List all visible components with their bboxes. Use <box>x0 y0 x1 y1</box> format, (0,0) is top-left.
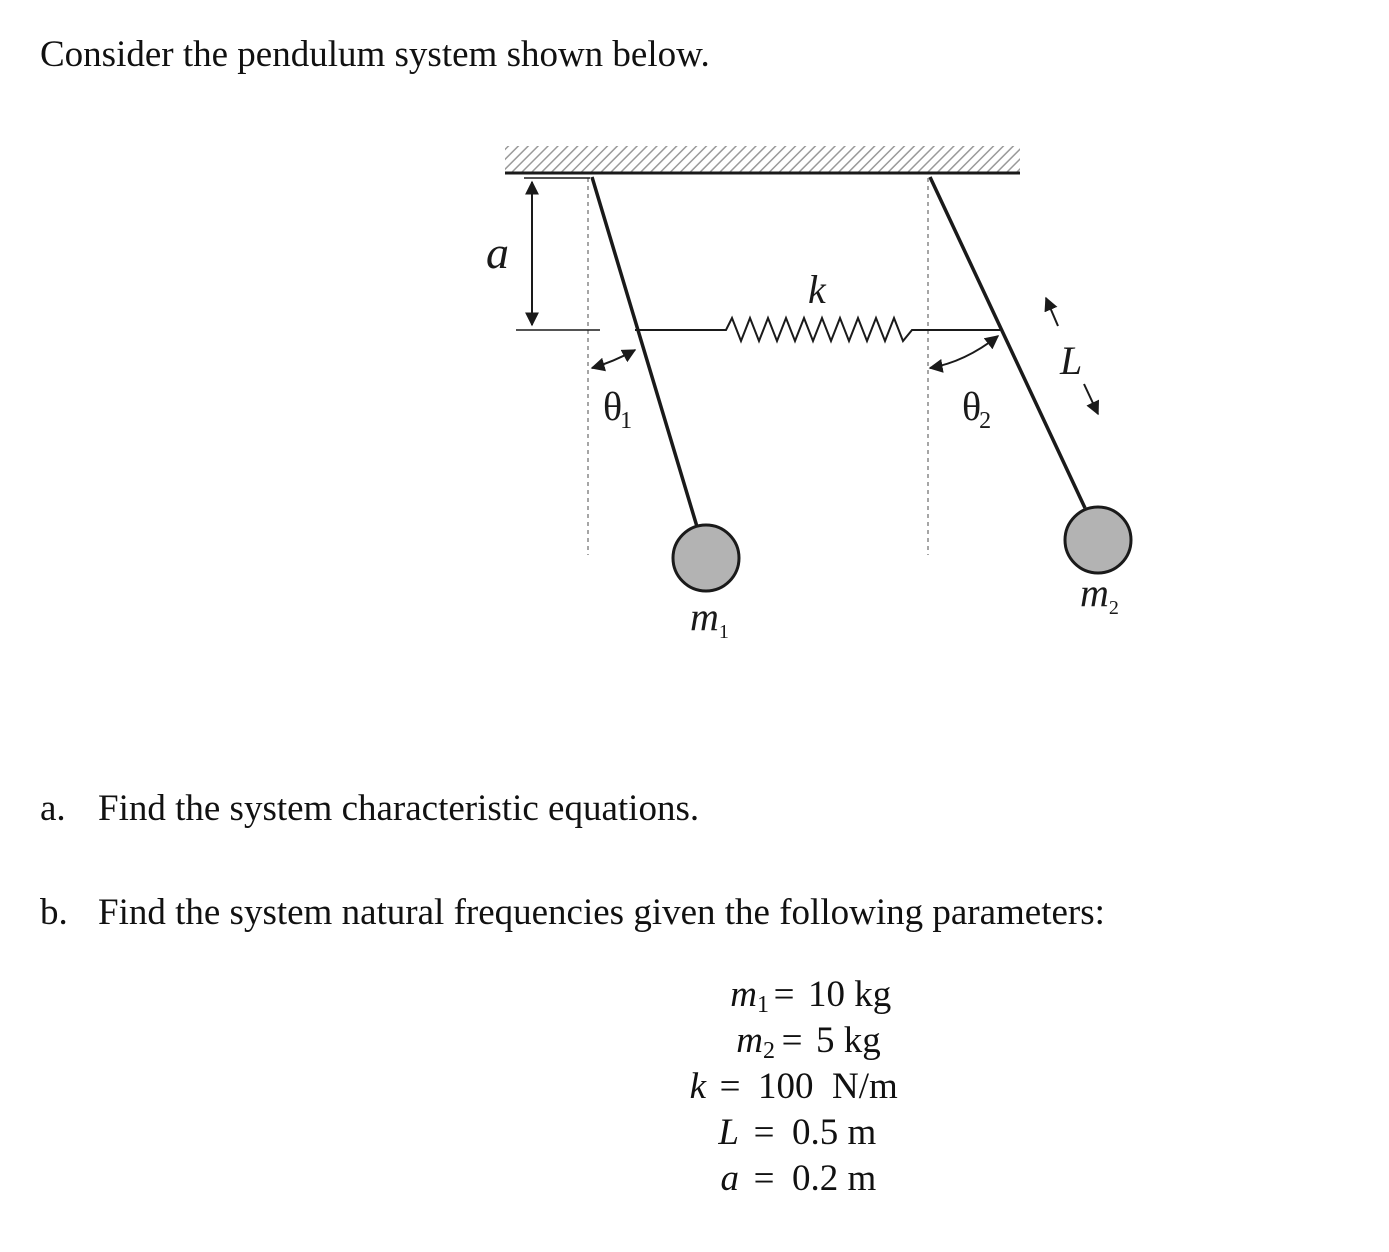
parameter-symbol: k <box>689 1066 706 1107</box>
label-L: L <box>1060 338 1083 383</box>
ceiling-hatch <box>505 146 1020 172</box>
label-m1: $m_1$ <box>690 594 729 643</box>
label-theta2: θ2 <box>962 384 992 434</box>
dimension-L-arrow-up <box>1046 298 1058 326</box>
parameter-value: 100 N/m <box>758 1066 898 1107</box>
label-k: k <box>808 267 826 312</box>
parameter-value: 0.5 m <box>792 1112 877 1153</box>
parameter-symbol: L <box>718 1112 739 1153</box>
parameter-equals: = <box>781 1020 803 1061</box>
parameter-value: 0.2 m <box>792 1158 877 1199</box>
mass-1 <box>673 525 739 591</box>
intro-text: Consider the pendulum system shown below. <box>40 34 710 75</box>
parameter-equals: = <box>753 1112 775 1153</box>
question-a-text: Find the system characteristic equations. <box>98 788 700 829</box>
parameter-symbol: a <box>720 1158 739 1199</box>
spring <box>635 318 1000 341</box>
parameter-value: 10 kg <box>808 974 892 1015</box>
parameter-row-a <box>0 1156 1389 1202</box>
parameter-symbol: $m_1$ <box>730 974 769 1018</box>
parameter-equals: = <box>753 1158 775 1199</box>
question-a-letter: a. <box>40 788 66 829</box>
question-b-letter: b. <box>40 892 68 933</box>
parameter-row-k <box>0 1064 1389 1110</box>
label-a: a <box>486 227 509 278</box>
parameter-symbol: $m_2$ <box>736 1020 775 1064</box>
question-b-text: Find the system natural frequencies given the following parameters: <box>98 892 1105 933</box>
theta2-arc <box>930 336 998 368</box>
question-b <box>40 888 1105 938</box>
mass-2 <box>1065 507 1131 573</box>
question-a <box>40 784 699 834</box>
parameter-row-m2 <box>0 1018 1389 1064</box>
dimension-L-arrow-down <box>1084 384 1098 414</box>
label-m2: $m_2$ <box>1080 570 1119 619</box>
parameter-equals: = <box>719 1066 741 1107</box>
pendulum-rod-1 <box>592 177 698 530</box>
parameter-value: 5 kg <box>816 1020 881 1061</box>
parameter-equals: = <box>773 974 795 1015</box>
parameter-row-m1 <box>0 972 1389 1018</box>
label-theta1: θ1 <box>603 384 633 434</box>
parameter-row-L <box>0 1110 1389 1156</box>
theta1-arc <box>592 350 635 368</box>
